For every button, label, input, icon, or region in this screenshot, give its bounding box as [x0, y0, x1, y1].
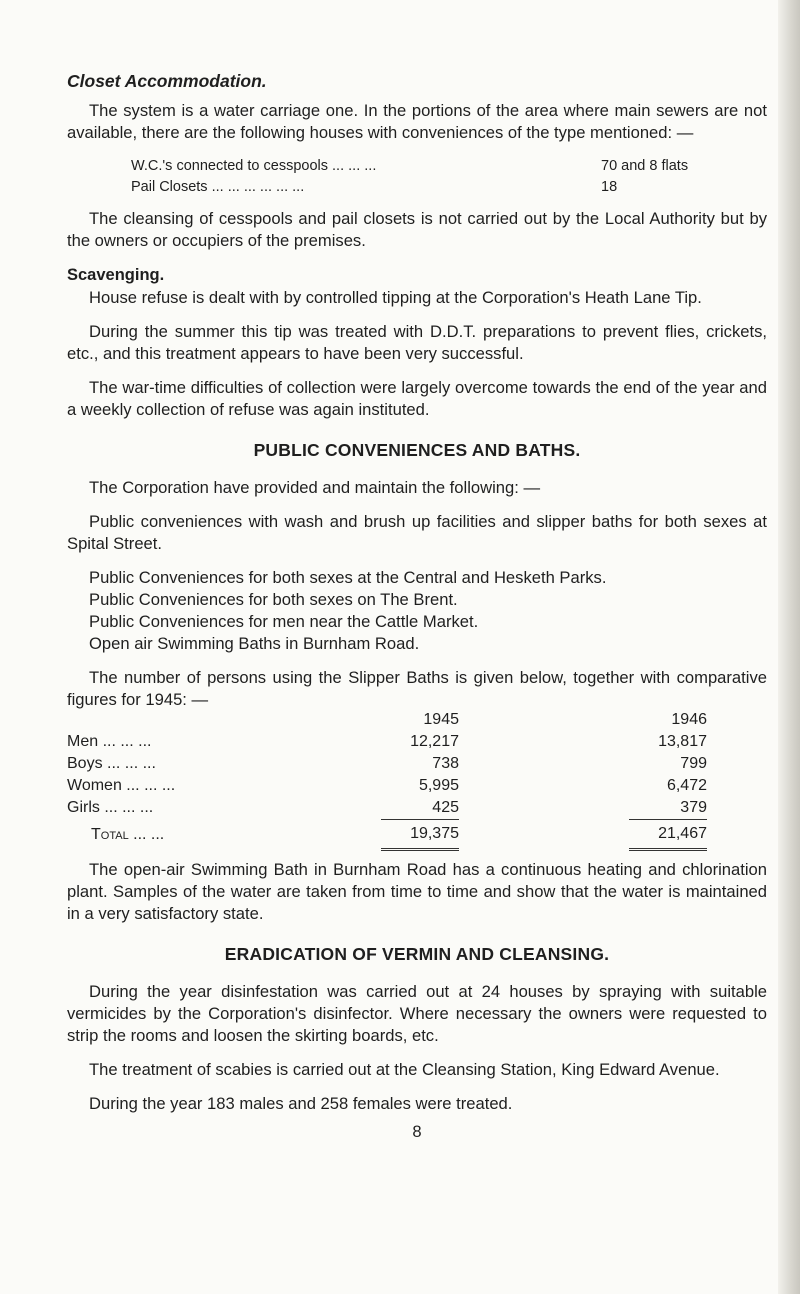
table-row — [67, 775, 707, 797]
closet-row — [131, 156, 767, 177]
closet-heading: Closet Accommodation. — [67, 71, 267, 91]
public-conveniences-heading: PUBLIC CONVENIENCES AND BATHS. — [253, 440, 581, 460]
table-header-row — [67, 709, 707, 731]
row-label: Women ... ... ... — [67, 777, 176, 794]
year-header: 1946 — [671, 711, 707, 728]
conveniences-list-item: Public Conveniences for both sexes at the Central and Hesketh Parks. — [89, 568, 607, 587]
total-1946: 21,467 — [629, 819, 707, 851]
scavenging-paragraph-3: The war-time difficulties of collection were largely overcome towards the end of the year and a weekly collection of refuse was again instituted. — [67, 378, 767, 419]
value-1946: 6,472 — [666, 777, 707, 794]
vermin-heading: ERADICATION OF VERMIN AND CLEANSING. — [224, 944, 610, 964]
closet-row-value: 18 — [601, 179, 618, 195]
closet-row-value: 70 and 8 flats — [601, 158, 689, 174]
closet-row-label: W.C.'s connected to cesspools ... ... ... — [131, 158, 377, 174]
closet-paragraph-2: The cleansing of cesspools and pail closets is not carried out by the Local Authority but by the owners or occupiers of the premises. — [67, 209, 767, 250]
row-label: Girls ... ... ... — [67, 799, 154, 816]
value-1945: 425 — [432, 799, 459, 816]
total-1945: 19,375 — [381, 819, 459, 851]
public-paragraph-2: Public conveniences with wash and brush up facilities and slipper baths for both sexes at Spital Street. — [67, 512, 767, 553]
scavenging-paragraph-1: House refuse is dealt with by controlled tipping at the Corporation's Heath Lane Tip. — [89, 288, 702, 307]
public-paragraph-4: The open-air Swimming Bath in Burnham Road has a continuous heating and chlorination plant. Samples of the water are taken from time to time and show that the water is maintained in a very satisfactory state. — [67, 860, 767, 923]
conveniences-list-item: Public Conveniences for men near the Cattle Market. — [89, 612, 479, 631]
value-1946: 799 — [680, 755, 707, 772]
vermin-paragraph-3: During the year 183 males and 258 females were treated. — [89, 1094, 513, 1113]
closet-row-label: Pail Closets ... ... ... ... ... ... — [131, 179, 305, 195]
value-1945: 738 — [432, 755, 459, 772]
slipper-baths-table — [67, 709, 707, 851]
conveniences-list-item: Public Conveniences for both sexes on The Brent. — [89, 590, 458, 609]
scavenging-heading: Scavenging. — [67, 266, 165, 284]
table-row — [67, 797, 707, 819]
closet-row — [131, 177, 767, 198]
page-edge-shadow — [778, 0, 800, 1294]
total-label: Total ... ... — [91, 826, 165, 843]
value-1946: 13,817 — [658, 733, 707, 750]
conveniences-list-item: Open air Swimming Baths in Burnham Road. — [89, 634, 420, 653]
table-row — [67, 753, 707, 775]
public-paragraph-3: The number of persons using the Slipper Baths is given below, together with comparative figures for 1945: — — [67, 668, 767, 709]
year-header: 1945 — [423, 711, 459, 728]
value-1946: 379 — [680, 799, 707, 816]
value-1945: 12,217 — [410, 733, 459, 750]
conveniences-list — [89, 567, 767, 655]
document-page — [67, 70, 767, 1143]
row-label: Boys ... ... ... — [67, 755, 156, 772]
closet-list — [131, 156, 767, 198]
closet-paragraph-1: The system is a water carriage one. In the portions of the area where main sewers are not available, there are the following houses with conveniences of the type mentioned: — — [67, 101, 767, 142]
scavenging-paragraph-2: During the summer this tip was treated with D.D.T. preparations to prevent flies, crickets, etc., and this treatment appears to have been very successful. — [67, 322, 767, 363]
vermin-paragraph-2: The treatment of scabies is carried out at the Cleansing Station, King Edward Avenue. — [89, 1060, 720, 1079]
vermin-paragraph-1: During the year disinfestation was carried out at 24 houses by spraying with suitable vermicides by the Corporation's disinfector. Where necessary the owners were requested to strip the rooms and loosen the skirting boards, etc. — [67, 982, 767, 1045]
page-number: 8 — [412, 1122, 422, 1141]
table-total-row — [67, 819, 707, 851]
row-label: Men ... ... ... — [67, 733, 152, 750]
public-paragraph-1: The Corporation have provided and maintain the following: — — [89, 478, 541, 497]
value-1945: 5,995 — [418, 777, 459, 794]
table-row — [67, 731, 707, 753]
